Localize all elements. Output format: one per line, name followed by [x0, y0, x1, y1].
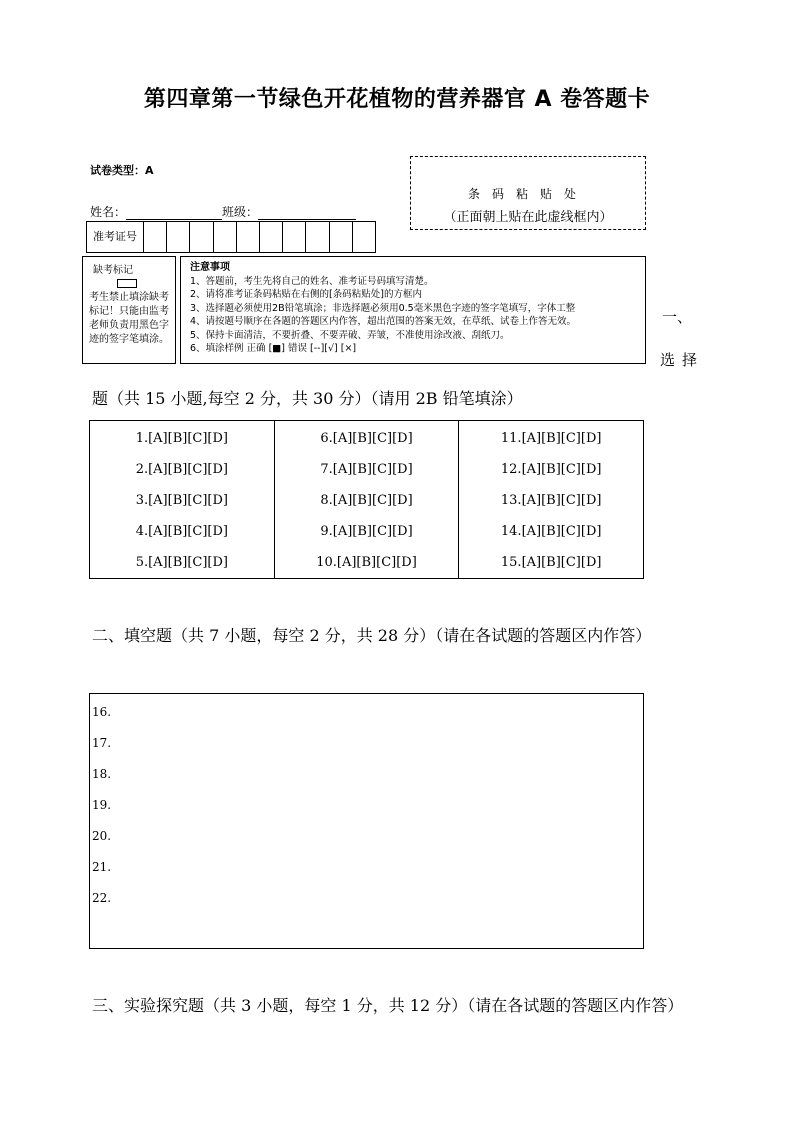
notice-item: 6、填涂样例 正确 [■] 错误 [--][√] [×] — [190, 343, 357, 354]
choice-column — [90, 421, 275, 578]
barcode-area — [410, 156, 646, 230]
notice-item: 1、答题前，考生先将自己的姓名、准考证号码填写清楚。 — [190, 275, 434, 287]
choice-column — [275, 421, 460, 578]
exam-number-cell[interactable] — [190, 222, 213, 252]
exam-number-cell[interactable] — [144, 222, 167, 252]
exam-number-cell[interactable] — [353, 222, 375, 252]
notice-title: 注意事项 — [190, 262, 230, 273]
exam-number-grid — [86, 221, 376, 253]
name-class-row — [90, 203, 356, 220]
exam-number-cell[interactable] — [260, 222, 283, 252]
choice-item[interactable]: 10.[A][B][C][D] — [316, 555, 417, 570]
fill-line[interactable]: 16. — [92, 705, 112, 719]
notice-box — [180, 256, 646, 364]
choice-item[interactable]: 9.[A][B][C][D] — [320, 524, 413, 539]
notice-item: 5、保持卡面清洁，不要折叠、不要弄破、弄皱，不准使用涂改液、刮纸刀。 — [190, 329, 510, 341]
notice-item: 4、请按题号顺序在各题的答题区内作答，超出范围的答案无效，在草纸、试卷上作答无效。 — [190, 316, 577, 327]
choice-item[interactable]: 13.[A][B][C][D] — [500, 493, 602, 508]
name-field[interactable] — [126, 206, 222, 220]
fill-line[interactable]: 18. — [92, 767, 112, 781]
choice-item[interactable]: 8.[A][B][C][D] — [320, 493, 413, 508]
barcode-title: 条码粘贴处 — [467, 187, 588, 201]
notice-item: 3、选择题必须使用2B铅笔填涂；非选择题必须用0.5毫米黑色字迹的签字笔填写，字体工整 — [190, 302, 576, 314]
absent-mark-box — [82, 256, 176, 364]
exam-number-cell[interactable] — [283, 222, 306, 252]
class-field[interactable] — [258, 206, 356, 220]
exam-number-cell[interactable] — [214, 222, 237, 252]
choice-item[interactable]: 5.[A][B][C][D] — [135, 555, 228, 570]
absent-mark-text: 考生禁止填涂缺考标记！只能由监考老师负责用黑色字迹的签字笔填涂。 — [89, 292, 169, 345]
section1-heading-part-b: 选择 — [660, 351, 705, 369]
choice-item[interactable]: 15.[A][B][C][D] — [500, 555, 602, 570]
section1-heading: 题（共 15 小题,每空 2 分，共 30 分）（请用 2B 铅笔填涂） — [92, 389, 523, 408]
fill-answer-area[interactable] — [89, 693, 644, 949]
absent-mark-label: 缺考标记 — [93, 265, 133, 276]
fill-line[interactable]: 20. — [92, 829, 112, 843]
notice-item: 2、请将准考证条码粘贴在右侧的[条码粘贴处]的方框内 — [190, 289, 422, 300]
choice-item[interactable]: 14.[A][B][C][D] — [500, 524, 602, 539]
choice-item[interactable]: 12.[A][B][C][D] — [500, 462, 602, 477]
choice-item[interactable]: 4.[A][B][C][D] — [135, 524, 228, 539]
page-title: 第四章第一节绿色开花植物的营养器官 A 卷答题卡 — [143, 87, 651, 112]
exam-number-cell[interactable] — [167, 222, 190, 252]
choice-item[interactable]: 2.[A][B][C][D] — [135, 462, 228, 477]
section3-heading: 三、实验探究题（共 3 小题，每空 1 分，共 12 分）（请在各试题的答题区内作答） — [92, 996, 684, 1015]
choice-item[interactable]: 7.[A][B][C][D] — [320, 462, 413, 477]
paper-type: 试卷类型：A — [90, 164, 154, 177]
choice-item[interactable]: 1.[A][B][C][D] — [135, 431, 228, 446]
exam-number-cell[interactable] — [330, 222, 353, 252]
fill-line[interactable]: 21. — [92, 860, 112, 874]
section1-heading-part-a: 一、 — [662, 308, 693, 326]
choice-item[interactable]: 3.[A][B][C][D] — [135, 493, 228, 508]
absent-mark-checkbox[interactable] — [117, 279, 137, 288]
choice-item[interactable]: 11.[A][B][C][D] — [500, 431, 602, 446]
choice-item[interactable]: 6.[A][B][C][D] — [320, 431, 413, 446]
fill-line[interactable]: 22. — [92, 891, 112, 905]
exam-number-cell[interactable] — [237, 222, 260, 252]
name-label: 姓名： — [90, 205, 127, 219]
choice-answer-grid — [89, 420, 644, 579]
class-label: 班级： — [222, 205, 259, 219]
barcode-subtitle: （正面朝上贴在此虚线框内） — [443, 210, 613, 225]
exam-number-cell[interactable] — [306, 222, 329, 252]
choice-column — [459, 421, 643, 578]
fill-line[interactable]: 17. — [92, 736, 112, 750]
exam-number-label: 准考证号 — [87, 222, 144, 252]
fill-line[interactable]: 19. — [92, 798, 112, 812]
section2-heading: 二、填空题（共 7 小题，每空 2 分，共 28 分）（请在各试题的答题区内作答） — [92, 626, 652, 645]
